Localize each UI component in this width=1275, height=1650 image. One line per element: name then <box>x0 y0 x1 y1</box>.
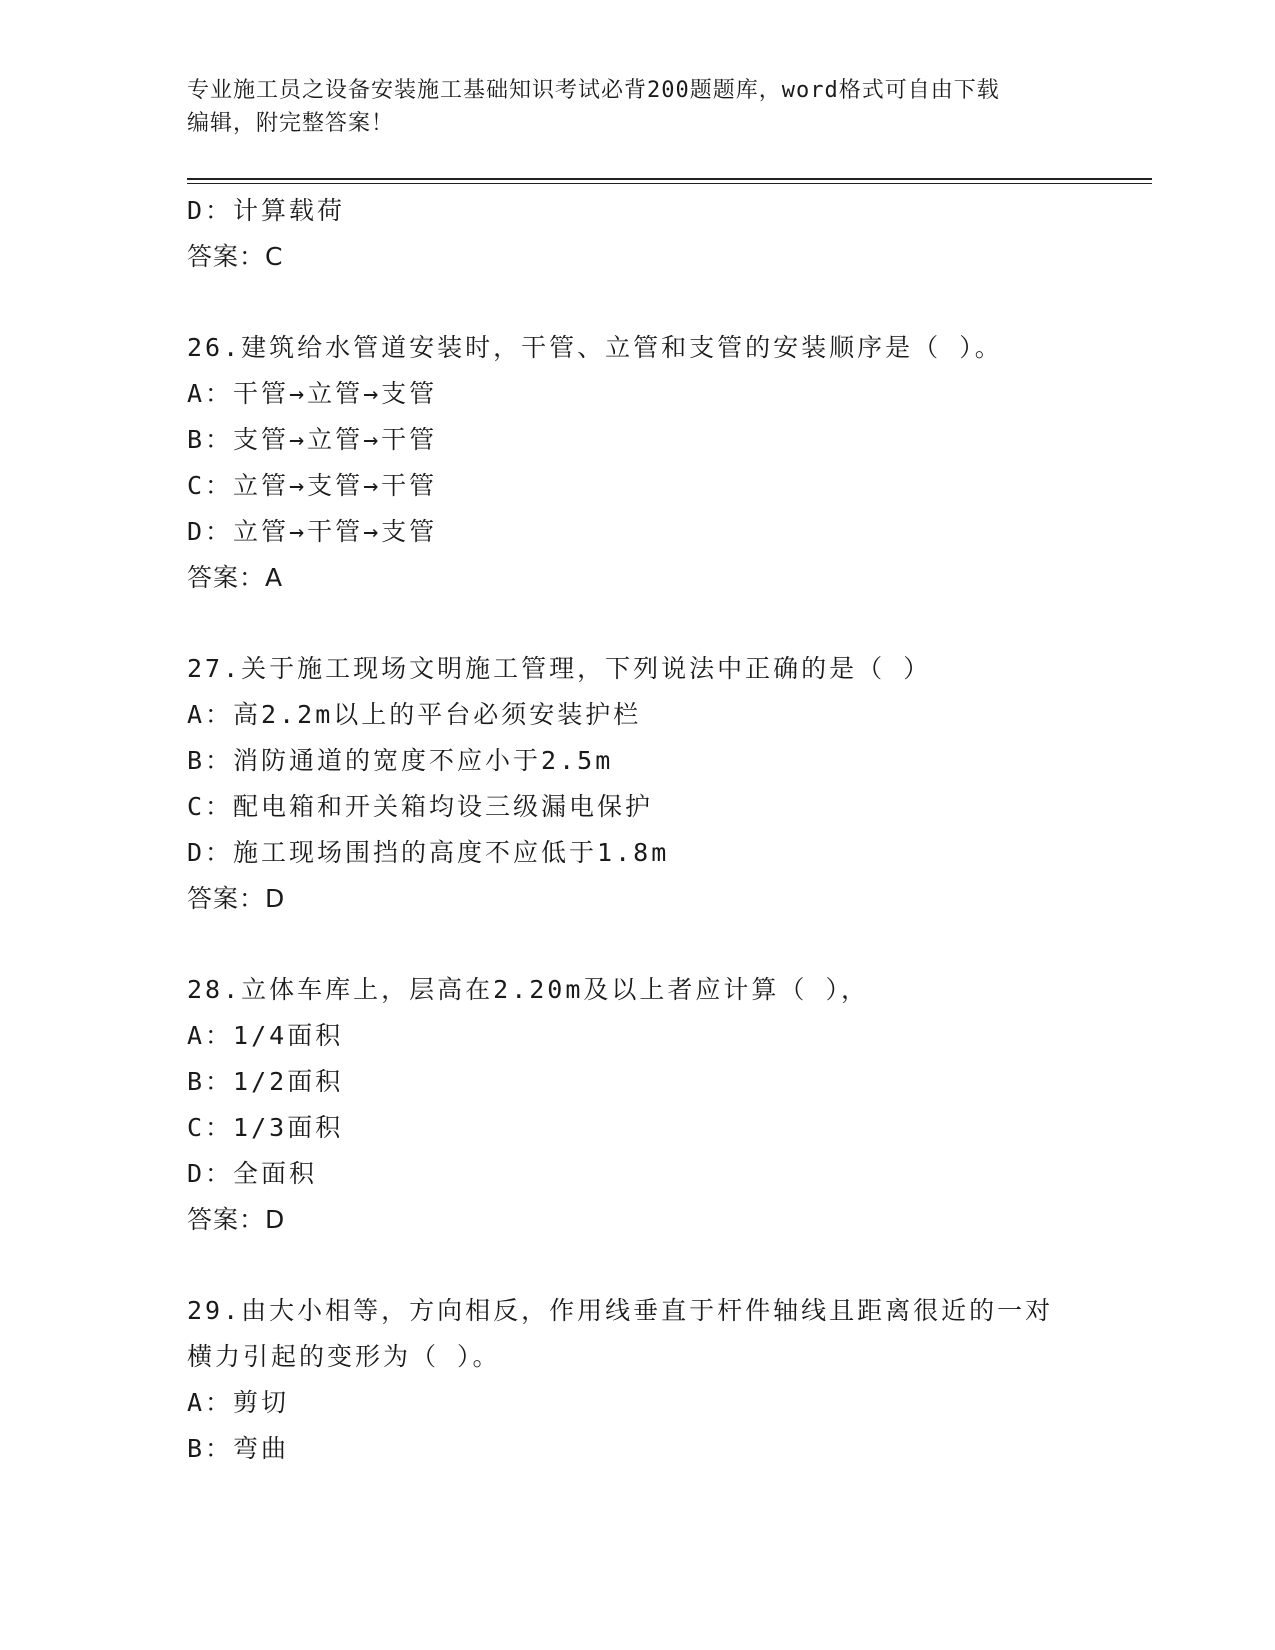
option-a: A：干管→立管→支管 <box>187 379 438 408</box>
option-b: B：1/2面积 <box>187 1067 344 1096</box>
question-list <box>187 188 1152 1472</box>
question-block <box>187 325 1152 601</box>
question-stem: 27.关于施工现场文明施工管理，下列说法中正确的是（ ） <box>187 654 932 683</box>
question-stem: 26.建筑给水管道安装时，干管、立管和支管的安装顺序是（ ）。 <box>187 333 1003 362</box>
option-d: D：全面积 <box>187 1159 318 1188</box>
option-a: A：高2.2m以上的平台必须安装护栏 <box>187 700 642 729</box>
spacer <box>187 1243 1152 1288</box>
option-b: B：弯曲 <box>187 1434 290 1463</box>
question-stem: 29.由大小相等，方向相反，作用线垂直于杆件轴线且距离很近的一对 <box>187 1296 1054 1325</box>
question-block <box>187 967 1152 1243</box>
question-stem-continued: 横力引起的变形为（ ）。 <box>187 1342 501 1371</box>
question-block <box>187 1288 1152 1472</box>
option-c: C：1/3面积 <box>187 1113 344 1142</box>
option-c: C：立管→支管→干管 <box>187 471 438 500</box>
spacer <box>187 922 1152 967</box>
header-line-2: 编辑，附完整答案！ <box>187 111 395 136</box>
answer-line: 答案：A <box>187 563 284 592</box>
header-divider-thick <box>187 178 1152 180</box>
answer-line: 答案：D <box>187 884 286 913</box>
document-header <box>187 74 1087 140</box>
answer-line: 答案：D <box>187 1205 286 1234</box>
option-d: D：计算载荷 <box>187 196 346 225</box>
question-stem: 28.立体车库上，层高在2.20m及以上者应计算（ ）， <box>187 975 869 1004</box>
option-a: A：剪切 <box>187 1388 290 1417</box>
option-c: C：配电箱和开关箱均设三级漏电保护 <box>187 792 654 821</box>
option-a: A：1/4面积 <box>187 1021 344 1050</box>
option-b: B：支管→立管→干管 <box>187 425 438 454</box>
spacer <box>187 601 1152 646</box>
header-line-1: 专业施工员之设备安装施工基础知识考试必背200题题库，word格式可自由下载 <box>187 78 1000 103</box>
question-block <box>187 646 1152 922</box>
question-block <box>187 188 1152 280</box>
option-b: B：消防通道的宽度不应小于2.5m <box>187 746 614 775</box>
header-divider-thin <box>187 183 1152 184</box>
option-d: D：立管→干管→支管 <box>187 517 438 546</box>
answer-line: 答案：C <box>187 242 284 271</box>
spacer <box>187 280 1152 325</box>
option-d: D：施工现场围挡的高度不应低于1.8m <box>187 838 670 867</box>
